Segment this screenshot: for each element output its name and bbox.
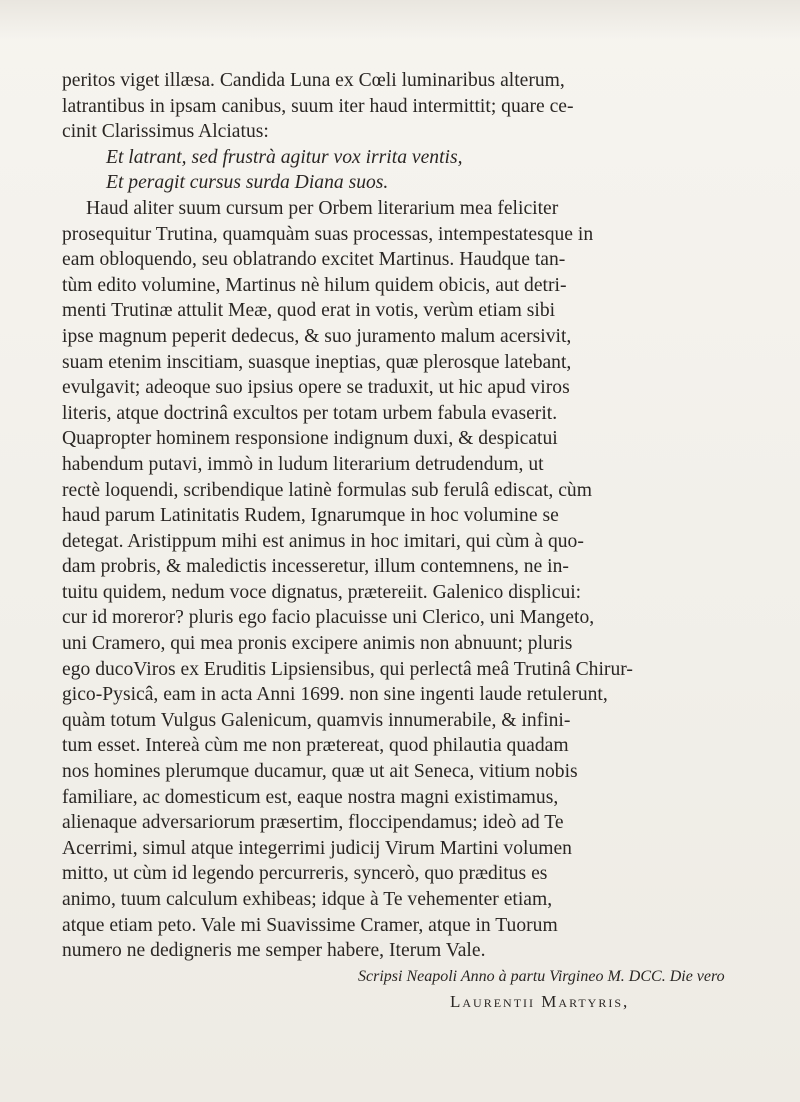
author-signature-line: Laurentii Martyris, bbox=[450, 992, 630, 1012]
text-line: prosequitur Trutina, quamquàm suas processas, intempestatesque in bbox=[62, 223, 594, 245]
text-line: menti Trutinæ attulit Meæ, quod erat in votis, verùm etiam sibi bbox=[62, 300, 556, 322]
text-line: animo, tuum calculum exhibeas; idque à Te vehementer etiam, bbox=[62, 889, 553, 910]
text-line: eam obloquendo, seu oblatrando excitet Martinus. Haudque tan- bbox=[62, 249, 566, 271]
text-line: numero ne dedigneris me semper habere, Iterum Vale. bbox=[62, 940, 486, 962]
text-line: ego ducoViros ex Eruditis Lipsiensibus, qui perlectâ meâ Trutinâ Chirur- bbox=[62, 658, 633, 680]
text-line: Haud aliter suum cursum per Orbem literarium mea feliciter bbox=[86, 197, 559, 219]
verse-line: Et latrant, sed frustrà agitur vox irrita ventis, bbox=[106, 146, 463, 168]
text-line: cur id moreror? pluris ego facio placuisse uni Clerico, uni Mangeto, bbox=[62, 607, 595, 629]
text-line: tuitu quidem, nedum voce dignatus, prætereiit. Galenico displicui: bbox=[62, 581, 582, 603]
text-line: haud parum Latinitatis Rudem, Ignarumque in hoc volumine se bbox=[62, 505, 559, 527]
text-line: cinit Clarissimus Alciatus: bbox=[62, 121, 269, 143]
text-line: uni Cramero, qui mea pronis excipere animis non abnuunt; pluris bbox=[62, 633, 573, 655]
text-line: rectè loquendi, scribendique latinè formulas sub ferulâ ediscat, cùm bbox=[62, 479, 592, 501]
text-line: tum esset. Intereà cùm me non prætereat, quod philautia quadam bbox=[62, 735, 569, 757]
text-line: Acerrimi, simul atque integerrimi judicij Virum Martini volumen bbox=[62, 837, 572, 859]
text-line: habendum putavi, immò in ludum literarium detrudendum, ut bbox=[62, 453, 544, 475]
text-line: gico-Pysicâ, eam in acta Anni 1699. non sine ingenti laude retulerunt, bbox=[62, 684, 608, 706]
text-line: atque etiam peto. Vale mi Suavissime Cramer, atque in Tuorum bbox=[62, 914, 558, 936]
text-line: evulgavit; adeoque suo ipsius opere se traduxit, ut hic apud viros bbox=[62, 377, 570, 399]
text-line: latrantibus in ipsam canibus, suum iter haud intermittit; quare ce- bbox=[62, 95, 574, 117]
text-line: familiare, ac domesticum est, eaque nostra magni existimamus, bbox=[62, 786, 559, 808]
text-line: peritos viget illæsa. Candida Luna ex Cœli luminaribus alterum, bbox=[62, 70, 565, 91]
text-line: ipse magnum peperit dedecus, & suo juramento malum acersivit, bbox=[62, 325, 572, 347]
dateline: Scripsi Neapoli Anno à partu Virgineo M. DCC. Die vero bbox=[358, 967, 725, 985]
text-line: mitto, ut cùm id legendo percurreris, syncerò, quo præditus es bbox=[62, 863, 548, 885]
text-line: quàm totum Vulgus Galenicum, quamvis innumerabile, & infini- bbox=[62, 709, 571, 731]
text-line: alienaque adversariorum præsertim, floccipendamus; ideò ad Te bbox=[62, 812, 564, 834]
latin-text-body bbox=[62, 68, 730, 1015]
text-line: suam etenim inscitiam, suasque ineptias, quæ plerosque latebant, bbox=[62, 351, 572, 373]
verse-line: Et peragit cursus surda Diana suos. bbox=[106, 172, 389, 194]
text-line: tùm edito volumine, Martinus nè hilum quidem obicis, aut detri- bbox=[62, 274, 567, 296]
text-line: detegat. Aristippum mihi est animus in hoc imitari, qui cùm à quo- bbox=[62, 530, 584, 552]
text-line: literis, atque doctrinâ excultos per totam urbem fabula evaserit. bbox=[62, 402, 558, 424]
text-line: dam probris, & maledictis incesseretur, illum contemnens, ne in- bbox=[62, 556, 569, 578]
text-line: nos homines plerumque ducamur, quæ ut ait Seneca, vitium nobis bbox=[62, 761, 578, 783]
text-line: Quapropter hominem responsione indignum duxi, & despicatui bbox=[62, 428, 558, 450]
page-top-edge bbox=[0, 0, 800, 40]
